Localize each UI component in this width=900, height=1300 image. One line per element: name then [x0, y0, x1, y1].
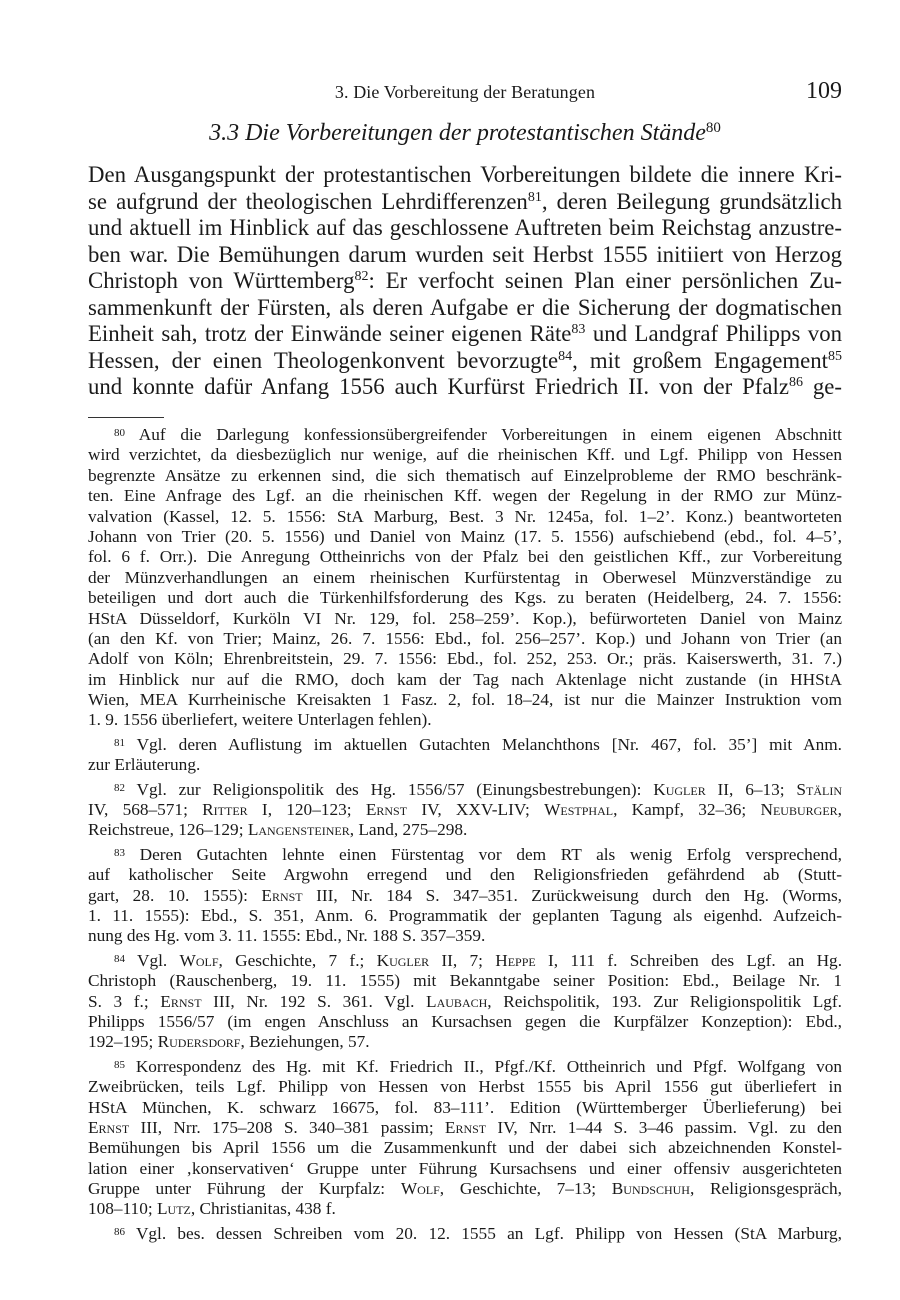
- text-run: Gruppe unter Führung der Kurpfalz:: [88, 1179, 401, 1199]
- text-run: III, Nr. 184 S. 347–351. Zurückweisung durch den Hg. (Worms,: [302, 885, 842, 905]
- text-run: HStA München, K. schwarz 16675, fol. 83–111’. Edition (Württemberger Überlieferung) bei: [88, 1097, 842, 1117]
- footnote-line: [88, 609, 842, 629]
- footnote-line: [88, 547, 842, 567]
- author-name: Rudersdorf: [157, 1032, 241, 1052]
- text-run: und Landgraf Philipps von: [585, 321, 842, 346]
- text-run: der Münzverhandlungen an einem rheinischen Kurfürstentag in Oberwesel Münzverständige zu: [88, 567, 842, 587]
- text-run: : Er verfocht seinen Plan einer persönlichen Zu-: [368, 268, 842, 293]
- footnote-line: [88, 588, 842, 608]
- text-run: , deren Beilegung grundsätzlich: [541, 188, 842, 214]
- footnotes: [88, 425, 842, 1248]
- text-run: sammenkunft der Fürsten, als deren Aufgabe er die Sicherung der dogmatischen: [88, 294, 842, 320]
- author-name: Lutz: [156, 1199, 191, 1219]
- footnote-line: [88, 845, 842, 865]
- footnote-line: [88, 865, 842, 885]
- footnote-number: 82: [114, 781, 125, 794]
- author-name: Wolf: [400, 1179, 440, 1199]
- text-run: Auf die Darlegung konfessionsübergreifender Vorbereitungen in einem eigenen Abschnitt: [138, 425, 842, 444]
- footnote-line: [88, 1077, 842, 1097]
- footnote-number: 80: [114, 427, 125, 439]
- author-name: Langensteiner: [247, 820, 350, 840]
- footnote-line: [88, 486, 842, 506]
- text-line: [88, 374, 842, 401]
- text-run: auf katholischer Seite Argwohn erregend und den Religionsfrieden gefährdend ab (Stutt-: [88, 865, 842, 885]
- text-line: [88, 215, 842, 242]
- footnote-line: [88, 1224, 842, 1244]
- footnote-line: [88, 1138, 842, 1158]
- text-run: beteiligen und dort auch die Türkenhilfsforderung des Kgs. zu beraten (Heidelberg, 24. 7. 1556:: [88, 588, 842, 608]
- text-run: IV, Nrr. 1–44 S. 3–46 passim. Vgl. zu den: [486, 1117, 842, 1137]
- text-run: gart, 28. 10. 1555):: [88, 885, 262, 905]
- author-name: Ritter: [202, 800, 248, 820]
- footnote-line: [88, 1199, 842, 1219]
- author-name: Neuburger: [760, 800, 838, 820]
- footnote-ref: 84: [558, 348, 573, 364]
- text-line: [88, 348, 842, 375]
- footnote-line: [88, 445, 842, 465]
- text-run: begrenzte Ansätze zu erkennen sind, die sich thematisch auf Einzelprobleme der RMO beschränk-: [88, 465, 842, 485]
- footnote-line: [88, 1098, 842, 1118]
- author-name: Heppe: [495, 950, 536, 970]
- running-head: 3. Die Vorbereitung der Beratungen: [334, 82, 596, 102]
- footnote-line: [88, 906, 842, 926]
- footnote-ref: 80: [705, 120, 721, 136]
- section-title-text: 3.3 Die Vorbereitungen der protestantischen Stände: [209, 120, 706, 146]
- text-run: se aufgrund der theologischen Lehrdifferenzen: [88, 188, 528, 214]
- text-run: zur Erläuterung.: [88, 755, 201, 775]
- text-run: fol. 6 f. Orr.). Die Anregung Ottheinrichs von der Pfalz bei den geistlichen Kff., zur Vorbereitung: [88, 547, 842, 567]
- text-run: HStA Düsseldorf, Kurköln VI Nr. 129, fol. 258–259’. Kop.), befürworteten Daniel von Mainz: [88, 608, 842, 628]
- text-run: ben war. Die Bemühungen darum wurden seit Herbst 1555 initiiert von Herzog: [88, 241, 842, 267]
- footnote-line: [88, 800, 842, 820]
- text-run: , Geschichte, 7 f.;: [218, 950, 377, 970]
- text-run: und aktuell im Hinblick auf das geschlossene Auftreten beim Reichstag anzustre-: [88, 215, 842, 240]
- text-run: Reichstreue, 126–129;: [88, 820, 248, 840]
- text-run: Adolf von Köln; Ehrenbreitstein, 29. 7. 1556: Ebd., fol. 252, 253. Or.; präs. Kaiserswerth, 31. 7.): [88, 649, 842, 669]
- text-run: Philipps 1556/57 (im engen Anschluss an Kursachsen gegen die Kurpfälzer Konzeption): Ebd.,: [88, 1011, 842, 1031]
- author-name: Laubach: [426, 991, 488, 1011]
- footnote-line: [88, 971, 842, 991]
- author-name: Westphal: [544, 800, 614, 820]
- text-run: Deren Gutachten lehnte einen Fürstentag vor dem RT als wenig Erfolg versprechend,: [139, 844, 842, 864]
- footnote-81: [88, 735, 842, 776]
- footnote-86: [88, 1224, 842, 1244]
- page-header: [88, 78, 842, 108]
- text-run: Den Ausgangspunkt der protestantischen Vorbereitungen bildete die innere Kri-: [88, 162, 842, 187]
- text-run: S. 3 f.;: [88, 991, 161, 1011]
- text-run: , Geschichte, 7–13;: [439, 1179, 612, 1199]
- footnote-85: [88, 1057, 842, 1220]
- text-run: ten. Eine Anfrage des Lgf. an die rheinischen Kff. wegen der Regelung in der RMO zur Münz-: [88, 486, 842, 506]
- text-run: Hessen, der einen Theologenkonvent bevorzugte: [88, 347, 559, 373]
- footnote-line: [88, 1012, 842, 1032]
- text-run: I, 120–123;: [247, 800, 366, 820]
- footnote-line: [88, 1118, 842, 1138]
- text-run: , mit großem Engagement: [572, 347, 829, 373]
- footnote-line: [88, 735, 842, 755]
- footnote-line: [88, 670, 842, 690]
- text-run: Vgl. zur Religionspolitik des Hg. 1556/57 (Einungsbestrebungen):: [136, 779, 654, 799]
- text-run: , Kampf, 32–36;: [613, 800, 761, 820]
- text-run: 108–110;: [88, 1199, 157, 1219]
- footnote-ref: 82: [354, 269, 369, 284]
- section-title: [88, 120, 842, 147]
- footnote-line: [88, 466, 842, 486]
- text-run: ,: [837, 800, 842, 820]
- footnote-line: [88, 568, 842, 588]
- text-run: 1. 9. 1556 überliefert, weitere Unterlagen fehlen).: [88, 710, 432, 730]
- text-run: III, Nrr. 175–208 S. 340–381 passim;: [129, 1117, 445, 1137]
- text-run: wird verzichtet, da diesbezüglich nur wenige, auf die rheinischen Kff. und Lgf. Philipp von Hessen: [88, 445, 842, 465]
- footnote-line: [88, 992, 842, 1012]
- author-name: Bundschuh: [611, 1179, 690, 1199]
- text-run: , Land, 275–298.: [349, 820, 468, 840]
- footnote-line: [88, 425, 842, 445]
- author-name: Ernst: [88, 1117, 130, 1137]
- footnote-line: [88, 926, 842, 946]
- text-run: 192–195;: [88, 1032, 158, 1052]
- footnote-line: [88, 1032, 842, 1052]
- author-name: Ernst: [261, 885, 303, 905]
- text-run: Christoph (Rauschenberg, 19. 11. 1555) mit Bekanntgabe seiner Position: Ebd., Beilage Nr. 1: [88, 971, 842, 991]
- main-text: [88, 162, 842, 401]
- text-run: IV, XXV-LIV;: [407, 800, 545, 820]
- footnote-line: [88, 527, 842, 547]
- text-run: II, 6–13;: [705, 779, 797, 799]
- text-run: Vgl. bes. dessen Schreiben vom 20. 12. 1555 an Lgf. Philipp von Hessen (StA Marburg,: [135, 1223, 843, 1243]
- text-line: [88, 189, 842, 216]
- footnote-line: [88, 951, 842, 971]
- footnote-line: [88, 1057, 842, 1077]
- footnote-84: [88, 951, 842, 1053]
- text-run: ge-: [802, 374, 842, 399]
- text-line: [88, 321, 842, 348]
- text-line: [88, 268, 842, 295]
- text-run: , Religionsgespräch,: [689, 1179, 842, 1199]
- text-run: valvation (Kassel, 12. 5. 1556: StA Marburg, Best. 3 Nr. 1245a, fol. 1–2’. Konz.) beantworteten: [88, 506, 842, 526]
- text-run: Einheit sah, trotz der Einwände seiner eigenen Räte: [88, 321, 572, 346]
- footnote-ref: 85: [828, 348, 843, 364]
- text-run: Vgl.: [136, 950, 180, 970]
- text-run: 1. 11. 1555): Ebd., S. 351, Anm. 6. Programmatik der geplanten Tagung als eigenhd. Aufzeich-: [88, 905, 842, 925]
- text-run: , Christianitas, 438 f.: [190, 1199, 336, 1219]
- page-number: 109: [806, 78, 842, 104]
- footnote-line: [88, 755, 842, 775]
- footnote-number: 81: [114, 736, 125, 749]
- footnote-line: [88, 507, 842, 527]
- footnote-80: [88, 425, 842, 731]
- author-name: Ernst: [160, 991, 202, 1011]
- footnote-ref: 83: [571, 322, 586, 337]
- text-run: Vgl. deren Auflistung im aktuellen Gutachten Melanchthons [Nr. 467, fol. 35’] mit Anm.: [136, 734, 842, 754]
- text-run: IV, 568–571;: [88, 800, 203, 820]
- footnote-ref: 81: [527, 189, 542, 205]
- footnote-number: 85: [114, 1058, 125, 1071]
- footnote-line: [88, 629, 842, 649]
- text-run: nung des Hg. vom 3. 11. 1555: Ebd., Nr. 188 S. 357–359.: [88, 926, 486, 946]
- footnote-83: [88, 845, 842, 947]
- text-run: im Hinblick nur auf die RMO, doch kam der Tag nach Aktenlage nicht zustande (in HHStA: [88, 669, 842, 689]
- text-run: Korrespondenz des Hg. mit Kf. Friedrich II., Pfgf./Kf. Ottheinrich und Pfgf. Wolfgang von: [135, 1056, 843, 1076]
- text-run: (an den Kf. von Trier; Mainz, 26. 7. 1556: Ebd., fol. 256–257’. Kop.) und Johann von Trier (an: [88, 628, 842, 648]
- footnote-line: [88, 649, 842, 669]
- footnote-number: 86: [114, 1225, 125, 1238]
- text-run: Zweibrücken, teils Lgf. Philipp von Hessen von Herbst 1555 bis April 1556 gut überliefert in: [88, 1077, 842, 1097]
- footnote-line: [88, 1159, 842, 1179]
- footnote-line: [88, 690, 842, 710]
- text-run: II, 7;: [429, 950, 496, 970]
- footnote-line: [88, 886, 842, 906]
- footnote-ref: 86: [788, 375, 803, 390]
- author-name: Wolf: [179, 950, 219, 970]
- text-run: III, Nr. 192 S. 361. Vgl.: [201, 991, 427, 1011]
- text-line: [88, 242, 842, 269]
- footnote-line: [88, 1179, 842, 1199]
- text-run: Wien, MEA Kurrheinische Kreisakten 1 Fasz. 2, fol. 18–24, ist nur die Mainzer Instruktion vom: [88, 690, 842, 710]
- text-run: , Reichspolitik, 193. Zur Religionspolitik Lgf.: [487, 991, 842, 1011]
- footnote-number: 84: [114, 952, 125, 965]
- text-run: Bemühungen bis April 1556 um die Zusammenkunft und der dabei sich abzeichnenden Konstel-: [88, 1138, 842, 1158]
- author-name: Ernst: [444, 1117, 487, 1137]
- text-line: [88, 162, 842, 189]
- author-name: Kugler: [376, 950, 430, 970]
- footnote-number: 83: [114, 846, 125, 859]
- text-run: , Beziehungen, 57.: [240, 1032, 370, 1052]
- text-run: Christoph von Württemberg: [88, 268, 355, 293]
- footnote-separator: [88, 417, 164, 418]
- footnote-line: [88, 820, 842, 840]
- footnote-line: [88, 710, 842, 730]
- text-run: I, 111 f. Schreiben des Lgf. an Hg.: [535, 950, 843, 970]
- footnote-82: [88, 780, 842, 841]
- text-run: Johann von Trier (20. 5. 1556) und Daniel von Mainz (17. 5. 1556) aufschiebend (ebd., fol. 4–5’,: [88, 526, 842, 546]
- footnote-line: [88, 780, 842, 800]
- text-line: [88, 295, 842, 322]
- author-name: Ernst: [365, 800, 408, 820]
- text-run: und konnte dafür Anfang 1556 auch Kurfürst Friedrich II. von der Pfalz: [88, 374, 789, 399]
- text-run: lation einer ‚konservativen‘ Gruppe unter Führung Kursachsens und einer offensiv ausgerichteten: [88, 1158, 842, 1178]
- author-name: Stälin: [796, 779, 843, 799]
- author-name: Kugler: [653, 779, 706, 799]
